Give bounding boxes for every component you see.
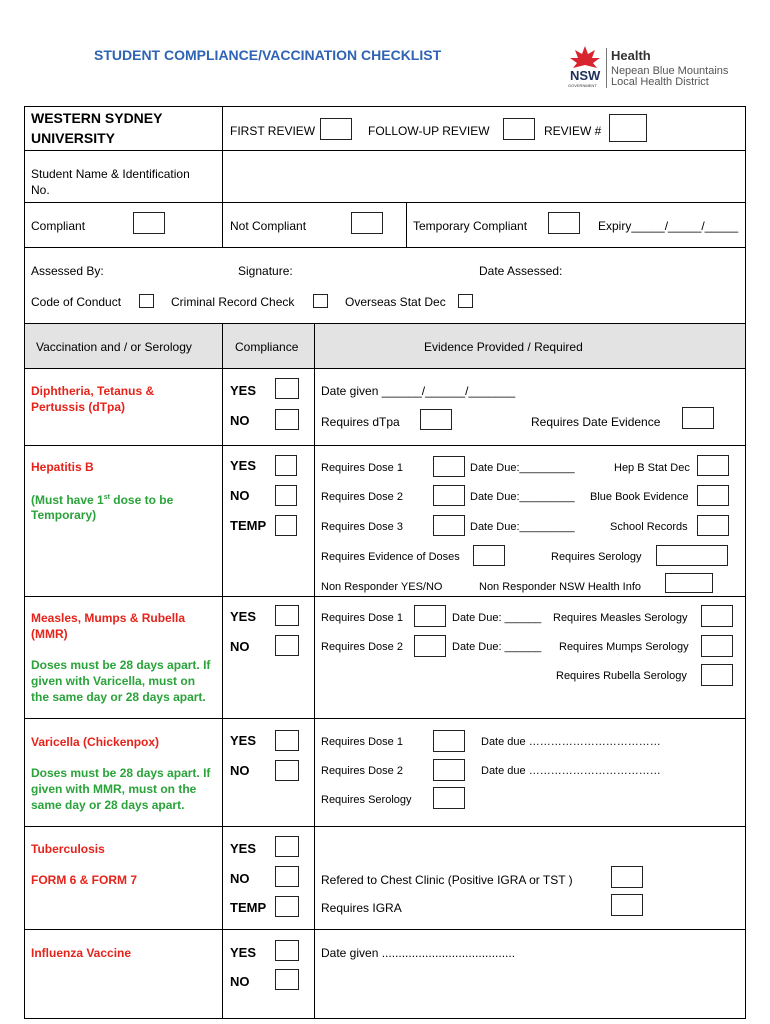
hepb-no-checkbox[interactable] [275,485,297,506]
flu-yes-checkbox[interactable] [275,940,299,961]
hepb-stat-dec-label: Hep B Stat Dec [614,462,690,474]
date-assessed-label: Date Assessed: [479,264,563,278]
tb-forms: FORM 6 & FORM 7 [31,873,138,887]
mmr-dose2-date-due[interactable]: Date Due: ______ [452,641,542,653]
follow-up-review-checkbox[interactable] [503,118,535,140]
dtpa-date-evidence-label: Requires Date Evidence [531,415,661,429]
flu-date-given-field[interactable]: Date given ........................................ [321,946,516,960]
varicella-serology-label: Requires Serology [321,794,412,806]
mmr-dose2-checkbox[interactable] [414,635,446,657]
varicella-dose1-label: Requires Dose 1 [321,736,403,748]
varicella-yes-checkbox[interactable] [275,730,299,751]
hepb-dose1-date-due[interactable]: Date Due:_________ [470,462,575,474]
varicella-note-line2: given with MMR, must on the [31,782,197,796]
waratah-icon [568,44,602,70]
dtpa-requires-checkbox[interactable] [420,409,452,430]
tb-igra-checkbox[interactable] [611,894,643,916]
varicella-dose1-checkbox[interactable] [433,730,465,752]
mmr-measles-serology-label: Requires Measles Serology [553,612,688,624]
dtpa-name-line2: Pertussis (dTpa) [31,400,126,414]
mmr-dose1-date-due[interactable]: Date Due: ______ [452,612,542,624]
hepb-non-responder-info-label: Non Responder NSW Health Info [479,581,642,593]
hepb-blue-book-checkbox[interactable] [697,485,729,506]
nsw-wordmark: NSW [570,68,601,83]
hepb-note-line1: (Must have 1st dose to be [31,493,174,507]
review-number-label: REVIEW # [544,124,602,138]
page-title: STUDENT COMPLIANCE/VACCINATION CHECKLIST [94,47,442,63]
hepb-evidence-doses-checkbox[interactable] [473,545,505,566]
varicella-yes-label: YES [230,733,257,748]
hepb-serology-label: Requires Serology [551,551,642,563]
varicella-dose1-date-due[interactable]: Date due ……………………………… [481,736,661,748]
mmr-measles-serology-checkbox[interactable] [701,605,733,627]
compliant-label: Compliant [31,219,86,233]
mmr-note-line2: given with Varicella, must on [31,674,196,688]
hepb-dose2-label: Requires Dose 2 [321,491,403,503]
mmr-dose2-label: Requires Dose 2 [321,641,403,653]
dtpa-requires-label: Requires dTpa [321,415,400,429]
dtpa-date-evidence-checkbox[interactable] [682,407,714,429]
mmr-mumps-serology-checkbox[interactable] [701,635,733,657]
varicella-note-line1: Doses must be 28 days apart. If [31,766,211,780]
hepb-yes-checkbox[interactable] [275,455,297,476]
student-name-field[interactable] [224,152,744,200]
tb-no-checkbox[interactable] [275,866,299,887]
flu-no-label: NO [230,974,250,989]
assessed-by-label: Assessed By: [31,264,104,278]
temporary-compliant-checkbox[interactable] [548,212,580,234]
varicella-name: Varicella (Chickenpox) [31,735,160,749]
hepb-yes-label: YES [230,458,257,473]
government-label: GOVERNMENT [568,83,597,88]
varicella-no-checkbox[interactable] [275,760,299,781]
hepb-no-label: NO [230,488,250,503]
first-review-checkbox[interactable] [320,118,352,140]
dtpa-no-checkbox[interactable] [275,409,299,430]
hepb-dose3-date-due[interactable]: Date Due:_________ [470,521,575,533]
tb-chest-clinic-label: Refered to Chest Clinic (Positive IGRA or TST ) [321,873,573,887]
flu-yes-label: YES [230,945,257,960]
compliant-checkbox[interactable] [133,212,165,234]
hepb-dose2-checkbox[interactable] [433,485,465,506]
mmr-no-checkbox[interactable] [275,635,299,656]
hepb-temp-checkbox[interactable] [275,515,297,536]
mmr-rubella-serology-label: Requires Rubella Serology [556,670,687,682]
hepb-temp-label: TEMP [230,518,267,533]
hepb-school-records-checkbox[interactable] [697,515,729,536]
tb-temp-label: TEMP [230,900,267,915]
hepb-name: Hepatitis B [31,460,94,474]
varicella-serology-checkbox[interactable] [433,787,465,809]
varicella-dose2-checkbox[interactable] [433,759,465,781]
code-of-conduct-checkbox[interactable] [139,294,154,308]
varicella-dose2-date-due[interactable]: Date due ……………………………… [481,765,661,777]
dtpa-date-given-field[interactable]: Date given ______/______/_______ [321,384,516,398]
varicella-note-line3: same day or 28 days apart. [31,798,185,812]
temporary-compliant-label: Temporary Compliant [413,219,528,233]
tb-name: Tuberculosis [31,842,105,856]
hepb-serology-field[interactable] [656,545,728,566]
dtpa-yes-label: YES [230,383,257,398]
mmr-dose1-checkbox[interactable] [414,605,446,627]
hepb-dose1-label: Requires Dose 1 [321,462,403,474]
tb-temp-checkbox[interactable] [275,896,299,917]
mmr-dose1-label: Requires Dose 1 [321,612,403,624]
follow-up-review-label: FOLLOW-UP REVIEW [368,124,490,138]
not-compliant-label: Not Compliant [230,219,307,233]
review-number-field[interactable] [609,114,647,142]
hepb-note-line2: Temporary) [31,508,97,522]
district-line1: Nepean Blue Mountains [611,65,729,77]
hepb-blue-book-label: Blue Book Evidence [590,491,689,503]
university-name-line1: WESTERN SYDNEY [31,110,163,126]
not-compliant-checkbox[interactable] [351,212,383,234]
first-review-label: FIRST REVIEW [230,124,316,138]
hepb-school-records-label: School Records [610,521,688,533]
student-name-label-line1: Student Name & Identification [31,167,190,181]
hepb-evidence-doses-label: Requires Evidence of Doses [321,551,460,563]
signature-label: Signature: [238,264,293,278]
criminal-record-checkbox[interactable] [313,294,328,308]
dtpa-no-label: NO [230,413,250,428]
hepb-dose3-checkbox[interactable] [433,515,465,536]
tb-yes-checkbox[interactable] [275,836,299,857]
mmr-name-line1: Measles, Mumps & Rubella [31,611,186,625]
col-header-compliance: Compliance [235,340,299,354]
mmr-no-label: NO [230,639,250,654]
tb-igra-label: Requires IGRA [321,901,402,915]
dtpa-name-line1: Diphtheria, Tetanus & [31,384,155,398]
flu-no-checkbox[interactable] [275,969,299,990]
flu-name: Influenza Vaccine [31,946,132,960]
varicella-no-label: NO [230,763,250,778]
hepb-non-responder-label[interactable]: Non Responder YES/NO [321,581,443,593]
overseas-stat-dec-checkbox[interactable] [458,294,473,308]
hepb-dose1-checkbox[interactable] [433,456,465,477]
code-of-conduct-label: Code of Conduct [31,295,122,309]
health-label: Health [611,48,651,63]
criminal-record-label: Criminal Record Check [171,295,295,309]
tb-no-label: NO [230,871,250,886]
hepb-stat-dec-checkbox[interactable] [697,455,729,476]
mmr-yes-checkbox[interactable] [275,605,299,626]
dtpa-yes-checkbox[interactable] [275,378,299,399]
mmr-mumps-serology-label: Requires Mumps Serology [559,641,689,653]
tb-yes-label: YES [230,841,257,856]
mmr-yes-label: YES [230,609,257,624]
hepb-non-responder-info-checkbox[interactable] [665,573,713,593]
hepb-dose2-date-due[interactable]: Date Due:_________ [470,491,575,503]
col-header-vaccination: Vaccination and / or Serology [36,340,192,354]
col-header-evidence: Evidence Provided / Required [424,340,583,354]
mmr-name-line2: (MMR) [31,627,68,641]
mmr-note-line1: Doses must be 28 days apart. If [31,658,211,672]
expiry-field[interactable]: Expiry_____/_____/_____ [598,219,739,233]
district-line2: Local Health District [611,76,709,88]
varicella-dose2-label: Requires Dose 2 [321,765,403,777]
student-name-label-line2: No. [31,183,50,197]
hepb-dose3-label: Requires Dose 3 [321,521,403,533]
mmr-note-line3: the same day or 28 days apart. [31,690,206,704]
tb-chest-clinic-checkbox[interactable] [611,866,643,888]
overseas-stat-dec-label: Overseas Stat Dec [345,295,446,309]
university-name-line2: UNIVERSITY [31,130,116,146]
mmr-rubella-serology-checkbox[interactable] [701,664,733,686]
